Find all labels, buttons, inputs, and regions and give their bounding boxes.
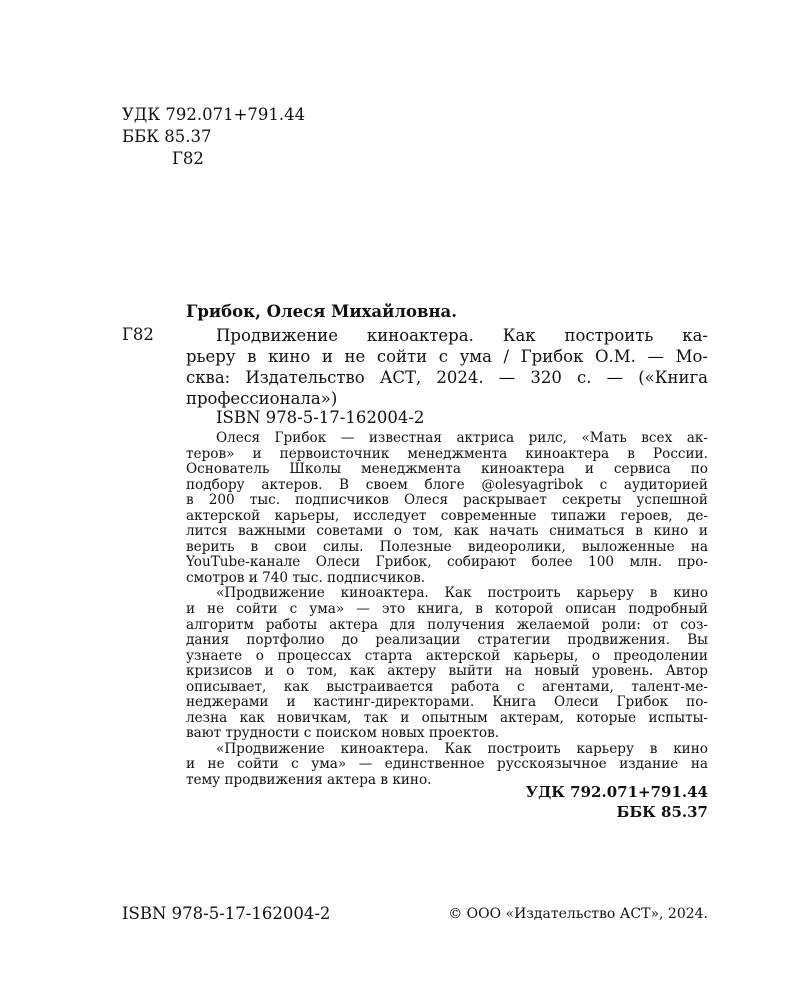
annotation-line: Олеся Грибок — известная актриса рилс, «Мать всех ак- — [216, 430, 708, 446]
header-classification-codes — [122, 104, 305, 170]
copyright-notice: © ООО «Издательство АСТ», 2024. — [448, 906, 708, 922]
bibliographic-description — [186, 325, 708, 409]
bbk-code: ББК 85.37 — [122, 127, 212, 146]
annotation-line: дания портфолио до реализации стратегии продвижения. Вы — [186, 632, 708, 649]
bib-line: профессионала») — [186, 389, 338, 408]
annotation-line: вают трудности с поиском новых проектов. — [186, 725, 500, 742]
footer-isbn: ISBN 978-5-17-162004-2 — [122, 904, 331, 923]
record-isbn: ISBN 978-5-17-162004-2 — [216, 408, 425, 427]
annotation-line: «Продвижение киноактера. Как построить карьеру в кино — [216, 740, 708, 757]
annotation-line: и не сойти с ума» — это книга, в которой описан подробный — [186, 601, 708, 618]
annotation-line: лится важными советами о том, как начать сниматься в кино и — [186, 523, 708, 540]
annotation-line: актерской карьеры, исследует современные типажи героев, де- — [186, 507, 708, 524]
classification-block — [526, 782, 708, 822]
bib-line: Продвижение киноактера. Как построить ка- — [216, 326, 708, 345]
author-heading: Грибок, Олеся Михайловна. — [186, 302, 457, 321]
annotation-line: теров» и первоисточник менеджмента киноактера в России. — [186, 445, 708, 462]
bbk-code-bottom: ББК 85.37 — [616, 803, 708, 821]
record-author-mark: Г82 — [122, 325, 154, 344]
annotation-line: кризисов и о том, как актеру выйти на новый уровень. Автор — [186, 663, 708, 680]
author-mark: Г82 — [172, 149, 204, 168]
annotation-line: «Продвижение киноактера. Как построить карьеру в кино — [216, 585, 708, 602]
annotation-line: Основатель Школы менеджмента киноактера и сервиса по — [186, 461, 708, 478]
annotation-line: и не сойти с ума» — единственное русскоязычное издание на — [186, 756, 708, 773]
udk-code: УДК 792.071+791.44 — [122, 105, 306, 124]
bib-line: рьеру в кино и не сойти с ума / Грибок О.М. — Мо- — [186, 347, 708, 366]
bib-line: сква: Издательство АСТ, 2024. — 320 с. — («Книга — [186, 368, 708, 387]
annotation-line: верить в свои силы. Полезные видеоролики, выложенные на — [186, 538, 708, 555]
udk-code-bottom: УДК 792.071+791.44 — [525, 783, 708, 801]
annotation-line: подбору актеров. В своем блоге @olesyagribok с аудиторией — [186, 476, 708, 493]
annotation-line: описывает, как выстраивается работа с агентами, талент-ме- — [186, 678, 708, 695]
annotation-line: лезна как новичкам, так и опытным актерам, которые испыты- — [186, 709, 708, 726]
annotation — [186, 431, 708, 789]
annotation-line: в 200 тыс. подписчиков Олеся раскрывает секреты успешной — [186, 492, 708, 509]
annotation-line: YouTube-канале Олеси Грибок, собирают более 100 млн. про- — [186, 554, 708, 571]
annotation-line: алгоритм работы актера для получения желаемой роли: от соз- — [186, 616, 708, 633]
annotation-line: узнаете о процессах старта актерской карьеры, о преодолении — [186, 647, 708, 664]
annotation-line: тему продвижения актера в кино. — [186, 772, 432, 789]
annotation-line: смотров и 740 тыс. подписчиков. — [186, 569, 426, 586]
annotation-line: неджерами и кастинг-директорами. Книга Олеси Грибок по- — [186, 694, 708, 711]
